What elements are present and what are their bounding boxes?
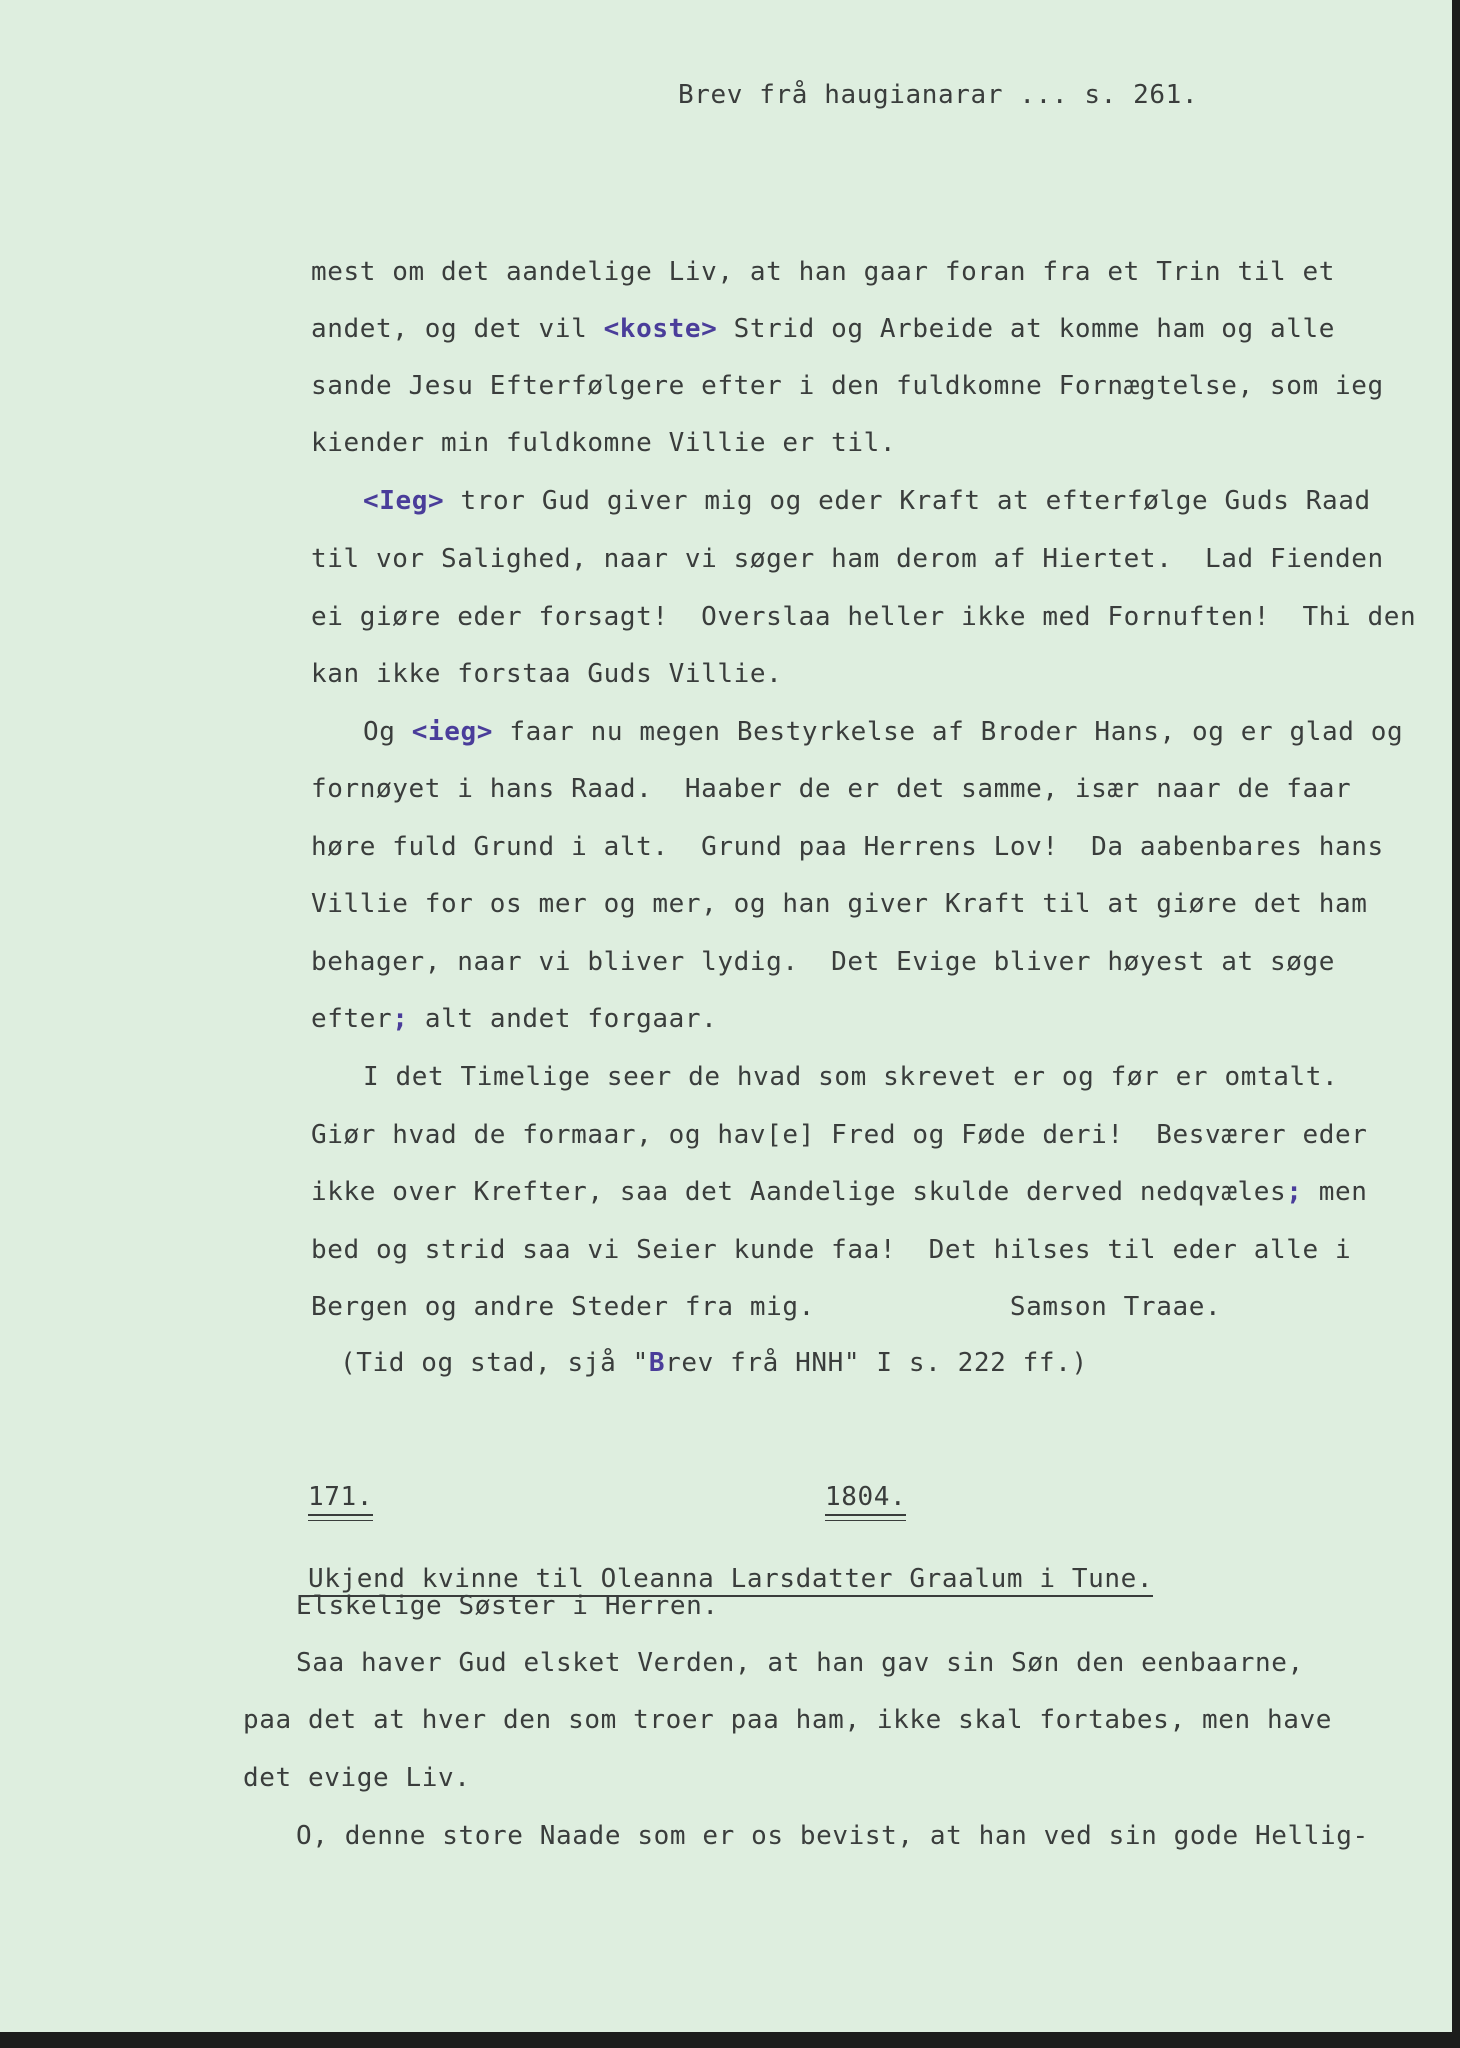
text-line: efter; alt andet forgaar. [311, 1004, 718, 1034]
text-line: bed og strid saa vi Seier kunde faa! Det hilses til eder alle i [311, 1235, 1352, 1265]
text-line: O, denne store Naade som er os bevist, at han ved sin gode Hellig- [296, 1821, 1369, 1851]
text-line: paa det at hver den som troer paa ham, ikke skal fortabes, men have [243, 1705, 1332, 1735]
handwritten-insertion: <Ieg> [363, 486, 445, 516]
text-line: <Ieg> tror Gud giver mig og eder Kraft at efterfølge Guds Raad [363, 486, 1371, 516]
handwritten-correction: ; [392, 1004, 409, 1034]
handwritten-insertion: <ieg> [411, 717, 494, 747]
text-line: fornøyet i hans Raad. Haaber de er det samme, især naar de faar [311, 774, 1352, 804]
text-line: det evige Liv. [243, 1763, 471, 1793]
text-line: Saa haver Gud elsket Verden, at han gav sin Søn den eenbaarne, [296, 1648, 1304, 1678]
text-line: (Tid og stad, sjå "Brev frå HNH" I s. 222 ff.) [340, 1348, 1088, 1378]
text-line: andet, og det vil <koste> Strid og Arbeide at komme ham og alle [311, 314, 1335, 344]
text-line: Giør hvad de formaar, og hav[e] Fred og Føde deri! Besværer eder [311, 1120, 1368, 1150]
text-line: behager, naar vi bliver lydig. Det Evige bliver høyest at søge [311, 947, 1335, 977]
handwritten-correction: ; [1286, 1177, 1303, 1207]
text-line: Elskelige Søster i Herren. [296, 1591, 719, 1621]
handwritten-insertion: <koste> [603, 314, 718, 344]
text-line: ei giøre eder forsagt! Overslaa heller ikke med Fornuften! Thi den [311, 602, 1417, 632]
text-line: kan ikke forstaa Guds Villie. [311, 659, 783, 689]
letter-number: 171. [243, 1452, 373, 1542]
text-line: til vor Salighed, naar vi søger ham derom af Hiertet. Lad Fienden [311, 544, 1384, 574]
text-line: høre fuld Grund i alt. Grund paa Herrens Lov! Da aabenbares hans [311, 832, 1384, 862]
text-line: Bergen og andre Steder fra mig. Samson Traae. [311, 1292, 1222, 1322]
text-line: sande Jesu Efterfølgere efter i den fuldkomne Fornægtelse, som ieg [311, 371, 1384, 401]
text-line: Og <ieg> faar nu megen Bestyrkelse af Broder Hans, og er glad og [363, 717, 1404, 747]
text-line: ikke over Krefter, saa det Aandelige skulde derved nedqvæles; men [311, 1177, 1368, 1207]
handwritten-correction: B [648, 1348, 666, 1378]
letter-heading: Ukjend kvinne til Oleanna Larsdatter Graalum i Tune. [243, 1534, 1153, 1624]
text-line: Villie for os mer og mer, og han giver Kraft til at giøre det ham [311, 889, 1368, 919]
text-line: kiender min fuldkomne Villie er til. [311, 428, 897, 458]
letter-year: 1804. [760, 1452, 906, 1542]
text-line: mest om det aandelige Liv, at han gaar foran fra et Trin til et [311, 257, 1335, 287]
text-line: I det Timelige seer de hvad som skrevet er og før er omtalt. [363, 1062, 1339, 1092]
page-header: Brev frå haugianarar ... s. 261. [678, 80, 1199, 110]
